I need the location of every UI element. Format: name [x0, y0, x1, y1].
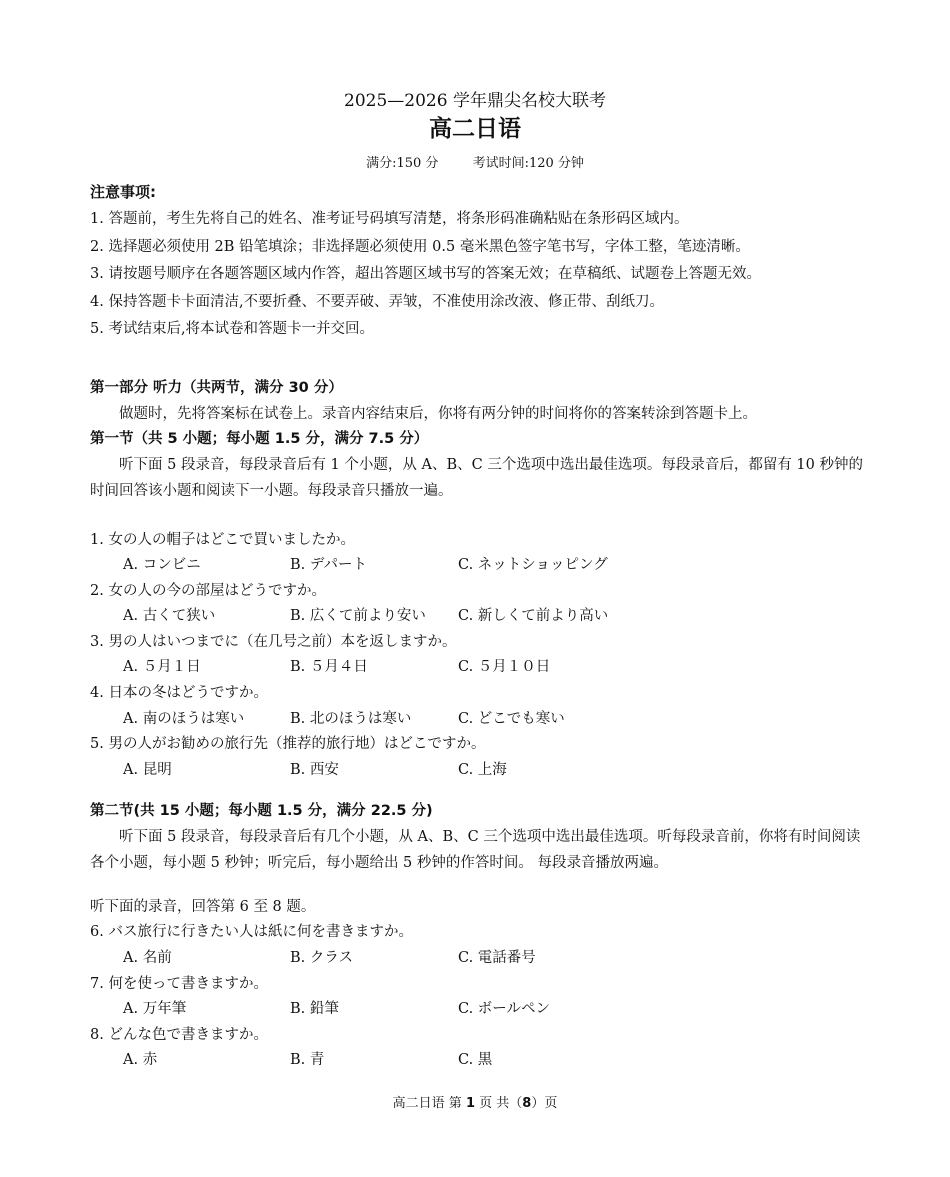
footer-page-suffix: ）页: [531, 1096, 558, 1111]
exam-content: [90, 180, 865, 1074]
option-a: A. 南のほうは寒い: [123, 710, 245, 727]
section1-heading: 第一节（共 5 小题；每小题 1.5 分，满分 7.5 分）: [90, 430, 429, 447]
exam-meta: [0, 154, 950, 174]
section1-questions: [90, 528, 865, 784]
question-stem: 3. 男の人はいつまでに（在几号之前）本を返しますか。: [90, 633, 457, 650]
option-a: A. 古くて狭い: [123, 608, 216, 625]
subject-title: 高二日语: [429, 116, 521, 142]
option-a: A. ５月１日: [123, 659, 201, 676]
exam-title: 2025—2026 学年鼎尖名校大联考: [344, 91, 606, 111]
question-options: [90, 758, 865, 784]
footer-page-number: 1: [465, 1096, 475, 1111]
option-b: B. 青: [290, 1052, 325, 1069]
option-c: C. ボールペン: [458, 1001, 551, 1018]
question-stem: 6. バス旅行に行きたい人は紙に何を書きますか。: [90, 924, 413, 941]
question-options: [90, 604, 865, 630]
footer-page-prefix: 第: [448, 1096, 462, 1111]
option-b: B. 西安: [290, 761, 339, 778]
option-a: A. 昆明: [123, 761, 172, 778]
option-b: B. クラス: [290, 950, 353, 967]
page-footer: [0, 1094, 950, 1114]
question-stem: 5. 男の人がお勧めの旅行先（推荐的旅行地）はどこですか。: [90, 736, 486, 753]
question-stem: 7. 何を使って書きますか。: [90, 975, 268, 992]
question-options: [90, 707, 865, 733]
group-instruction: 听下面的录音，回答第 6 至 8 题。: [90, 899, 316, 916]
part1-intro: 做题时，先将答案标在试卷上。录音内容结束后，你将有两分钟的时间将你的答案转涂到答题卡上。: [119, 405, 757, 422]
section2-heading: 第二节(共 15 小题；每小题 1.5 分，满分 22.5 分): [90, 803, 433, 820]
question-stem: 2. 女の人の今の部屋はどうですか。: [90, 582, 326, 599]
option-c: C. ネットショッピング: [458, 557, 608, 574]
full-score: 满分:150 分: [366, 156, 439, 171]
section1-intro: 听下面 5 段录音，每段录音后有 1 个小题，从 A、B、C 三个选项中选出最佳选项。每段录音后，都留有 10 秒钟的时间回答该小题和阅读下一小题。每段录音只播放一遍。: [90, 456, 863, 499]
option-c: C. ５月１０日: [458, 659, 551, 676]
option-c: C. 上海: [458, 761, 507, 778]
note-item: 1. 答题前，考生先将自己的姓名、准考证号码填写清楚，将条形码准确粘贴在条形码区域内。: [90, 211, 689, 227]
option-b: B. 北のほうは寒い: [290, 710, 412, 727]
note-item: 5. 考试结束后,将本试卷和答题卡一并交回。: [90, 321, 375, 337]
question-stem: 8. どんな色で書きますか。: [90, 1026, 268, 1043]
option-a: A. 赤: [123, 1052, 158, 1069]
question-stem: 4. 日本の冬はどうですか。: [90, 685, 268, 702]
footer-subject: 高二日语: [392, 1096, 445, 1111]
note-item: 4. 保持答题卡卡面清洁,不要折叠、不要弄破、弄皱，不准使用涂改液、修正带、刮纸刀。: [90, 293, 665, 310]
section2-questions: [90, 920, 865, 1074]
option-b: B. 広くて前より安い: [290, 608, 426, 625]
footer-total-pages: 8: [522, 1096, 532, 1111]
option-c: C. どこでも寒い: [458, 710, 565, 727]
option-b: B. ５月４日: [290, 659, 368, 676]
question-options: [90, 946, 865, 972]
option-c: C. 電話番号: [458, 950, 536, 967]
option-a: A. 名前: [123, 950, 172, 967]
footer-page-mid: 页 共（: [479, 1096, 523, 1111]
question-options: [90, 997, 865, 1023]
question-stem: 1. 女の人の帽子はどこで買いましたか。: [90, 531, 355, 548]
note-item: 2. 选择题必须使用 2B 铅笔填涂；非选择题必须使用 0.5 毫米黑色签字笔书写，字体工整，笔迹清晰。: [90, 238, 750, 255]
option-b: B. デパート: [290, 557, 368, 574]
notes-heading: 注意事项:: [90, 183, 156, 201]
option-b: B. 鉛筆: [290, 1001, 339, 1018]
option-c: C. 新しくて前より高い: [458, 608, 609, 625]
section2-intro: 听下面 5 段录音，每段录音后有几个小题，从 A、B、C 三个选项中选出最佳选项。听每段录音前，你将有时间阅读各个小题，每小题 5 秒钟；听完后，每小题给出 5 秒钟的作答时间。 每段录音播放两遍。: [90, 829, 861, 872]
question-options: [90, 655, 865, 681]
option-a: A. コンビニ: [123, 557, 201, 574]
question-options: [90, 1048, 865, 1074]
option-a: A. 万年筆: [123, 1001, 187, 1018]
exam-time: 考试时间:120 分钟: [472, 156, 584, 171]
question-options: [90, 553, 865, 579]
option-c: C. 黒: [458, 1052, 493, 1069]
part1-heading: 第一部分 听力（共两节，满分 30 分）: [90, 379, 343, 396]
note-item: 3. 请按题号顺序在各题答题区域内作答，超出答题区域书写的答案无效；在草稿纸、试题卷上答题无效。: [90, 266, 761, 282]
